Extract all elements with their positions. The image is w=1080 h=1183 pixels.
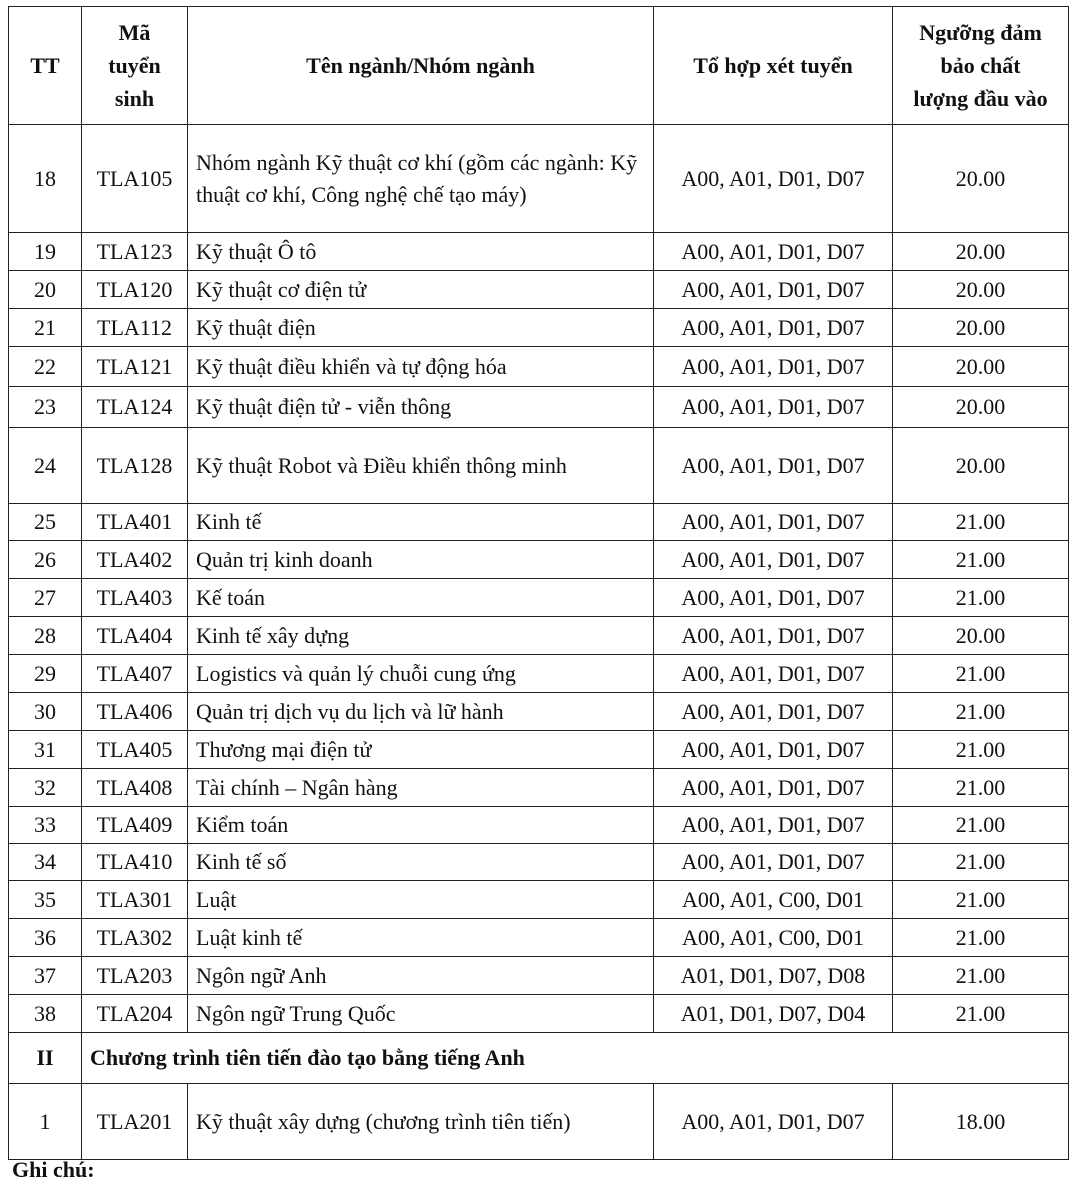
cell-name: Quản trị kinh doanh xyxy=(188,541,654,579)
cell-score: 20.00 xyxy=(893,428,1069,504)
cell-combo: A00, A01, D01, D07 xyxy=(654,844,893,881)
cell-name: Nhóm ngành Kỹ thuật cơ khí (gồm các ngành: Kỹ thuật cơ khí, Công nghệ chế tạo máy) xyxy=(188,125,654,233)
header-code-line: Mã xyxy=(118,20,151,45)
cell-score: 21.00 xyxy=(893,844,1069,881)
cell-score: 20.00 xyxy=(893,387,1069,428)
cell-score: 20.00 xyxy=(893,125,1069,233)
admission-threshold-table xyxy=(8,6,1069,1160)
cell-name: Kỹ thuật điện tử - viễn thông xyxy=(188,387,654,428)
cell-name: Thương mại điện tử xyxy=(188,731,654,769)
cell-name: Kiểm toán xyxy=(188,807,654,844)
cell-code: TLA408 xyxy=(82,769,188,807)
cell-code: TLA403 xyxy=(82,579,188,617)
cell-combo: A01, D01, D07, D04 xyxy=(654,995,893,1033)
header-score xyxy=(893,7,1069,125)
cell-score: 21.00 xyxy=(893,919,1069,957)
table-row xyxy=(9,617,1069,655)
cell-tt: 32 xyxy=(9,769,82,807)
cell-name: Ngôn ngữ Anh xyxy=(188,957,654,995)
cell-tt: 20 xyxy=(9,271,82,309)
cell-score: 20.00 xyxy=(893,309,1069,347)
cell-tt: 27 xyxy=(9,579,82,617)
header-combo: Tổ hợp xét tuyển xyxy=(654,7,893,125)
cell-score: 21.00 xyxy=(893,995,1069,1033)
table-row xyxy=(9,504,1069,541)
cell-tt: 18 xyxy=(9,125,82,233)
cell-combo: A00, A01, C00, D01 xyxy=(654,881,893,919)
table-row xyxy=(9,387,1069,428)
cell-tt: 24 xyxy=(9,428,82,504)
cell-code: TLA405 xyxy=(82,731,188,769)
cell-combo: A00, A01, D01, D07 xyxy=(654,807,893,844)
cell-score: 20.00 xyxy=(893,271,1069,309)
cell-name: Kinh tế xây dựng xyxy=(188,617,654,655)
cell-combo: A00, A01, D01, D07 xyxy=(654,617,893,655)
cell-combo: A00, A01, D01, D07 xyxy=(654,731,893,769)
cell-code: TLA301 xyxy=(82,881,188,919)
cell-tt: 21 xyxy=(9,309,82,347)
cell-combo: A00, A01, D01, D07 xyxy=(654,271,893,309)
header-code-line: tuyển xyxy=(108,53,161,78)
cell-tt: 23 xyxy=(9,387,82,428)
header-name: Tên ngành/Nhóm ngành xyxy=(188,7,654,125)
cell-code: TLA204 xyxy=(82,995,188,1033)
cell-code: TLA124 xyxy=(82,387,188,428)
cell-name: Kỹ thuật cơ điện tử xyxy=(188,271,654,309)
section-header-row xyxy=(9,1033,1069,1084)
cell-combo: A00, A01, D01, D07 xyxy=(654,693,893,731)
cell-score: 21.00 xyxy=(893,693,1069,731)
table-row xyxy=(9,233,1069,271)
section-title: Chương trình tiên tiến đào tạo bằng tiếng Anh xyxy=(82,1033,1069,1084)
cell-name: Logistics và quản lý chuỗi cung ứng xyxy=(188,655,654,693)
table-row xyxy=(9,309,1069,347)
header-score-line: Ngưỡng đảm xyxy=(919,20,1042,45)
cell-code: TLA128 xyxy=(82,428,188,504)
cell-score: 21.00 xyxy=(893,807,1069,844)
cell-combo: A00, A01, D01, D07 xyxy=(654,309,893,347)
cell-tt: 31 xyxy=(9,731,82,769)
cell-name: Kỹ thuật điện xyxy=(188,309,654,347)
cell-code: TLA404 xyxy=(82,617,188,655)
table-row xyxy=(9,807,1069,844)
cell-score: 18.00 xyxy=(893,1084,1069,1160)
cell-tt: 25 xyxy=(9,504,82,541)
cell-combo: A00, A01, D01, D07 xyxy=(654,541,893,579)
table-row xyxy=(9,769,1069,807)
cell-score: 21.00 xyxy=(893,731,1069,769)
table-row xyxy=(9,347,1069,387)
cell-score: 21.00 xyxy=(893,504,1069,541)
cell-score: 21.00 xyxy=(893,655,1069,693)
cell-combo: A00, A01, D01, D07 xyxy=(654,233,893,271)
table-row xyxy=(9,579,1069,617)
table-row xyxy=(9,428,1069,504)
cell-code: TLA409 xyxy=(82,807,188,844)
cell-tt: 22 xyxy=(9,347,82,387)
cell-score: 21.00 xyxy=(893,881,1069,919)
cell-tt: 26 xyxy=(9,541,82,579)
cell-code: TLA407 xyxy=(82,655,188,693)
cell-tt: 28 xyxy=(9,617,82,655)
cell-name: Kế toán xyxy=(188,579,654,617)
cell-code: TLA121 xyxy=(82,347,188,387)
cell-score: 20.00 xyxy=(893,233,1069,271)
table-row xyxy=(9,995,1069,1033)
cell-combo: A01, D01, D07, D08 xyxy=(654,957,893,995)
cell-code: TLA201 xyxy=(82,1084,188,1160)
cell-name: Tài chính – Ngân hàng xyxy=(188,769,654,807)
cell-combo: A00, A01, D01, D07 xyxy=(654,655,893,693)
cell-combo: A00, A01, D01, D07 xyxy=(654,347,893,387)
table-row xyxy=(9,844,1069,881)
cell-code: TLA402 xyxy=(82,541,188,579)
cell-name: Kinh tế số xyxy=(188,844,654,881)
cell-code: TLA410 xyxy=(82,844,188,881)
cell-code: TLA401 xyxy=(82,504,188,541)
header-score-line: bảo chất xyxy=(940,53,1021,78)
header-score-line: lượng đầu vào xyxy=(913,86,1048,111)
cell-code: TLA123 xyxy=(82,233,188,271)
table-row xyxy=(9,957,1069,995)
cell-code: TLA203 xyxy=(82,957,188,995)
table-row xyxy=(9,271,1069,309)
cell-combo: A00, A01, C00, D01 xyxy=(654,919,893,957)
cell-tt: 36 xyxy=(9,919,82,957)
table-row xyxy=(9,1084,1069,1160)
cell-combo: A00, A01, D01, D07 xyxy=(654,387,893,428)
cell-combo: A00, A01, D01, D07 xyxy=(654,1084,893,1160)
table-row xyxy=(9,541,1069,579)
cell-combo: A00, A01, D01, D07 xyxy=(654,125,893,233)
section-number: II xyxy=(9,1033,82,1084)
table-row xyxy=(9,881,1069,919)
cell-name: Kỹ thuật xây dựng (chương trình tiên tiến) xyxy=(188,1084,654,1160)
cell-combo: A00, A01, D01, D07 xyxy=(654,504,893,541)
cell-name: Kỹ thuật Ô tô xyxy=(188,233,654,271)
header-code-line: sinh xyxy=(114,86,155,111)
cell-combo: A00, A01, D01, D07 xyxy=(654,428,893,504)
table-row xyxy=(9,125,1069,233)
cell-code: TLA406 xyxy=(82,693,188,731)
cell-name: Luật xyxy=(188,881,654,919)
cell-tt: 37 xyxy=(9,957,82,995)
cell-code: TLA120 xyxy=(82,271,188,309)
cell-name: Kỹ thuật điều khiển và tự động hóa xyxy=(188,347,654,387)
footnote-label: Ghi chú: xyxy=(12,1157,95,1182)
table-row xyxy=(9,919,1069,957)
cell-tt: 29 xyxy=(9,655,82,693)
cell-tt: 33 xyxy=(9,807,82,844)
cell-tt: 30 xyxy=(9,693,82,731)
cell-score: 21.00 xyxy=(893,769,1069,807)
cell-code: TLA112 xyxy=(82,309,188,347)
cell-score: 20.00 xyxy=(893,617,1069,655)
cell-tt: 34 xyxy=(9,844,82,881)
cell-code: TLA105 xyxy=(82,125,188,233)
cell-name: Quản trị dịch vụ du lịch và lữ hành xyxy=(188,693,654,731)
table-header-row xyxy=(9,7,1069,125)
cell-name: Luật kinh tế xyxy=(188,919,654,957)
cell-code: TLA302 xyxy=(82,919,188,957)
cell-name: Kinh tế xyxy=(188,504,654,541)
cell-combo: A00, A01, D01, D07 xyxy=(654,579,893,617)
header-tt: TT xyxy=(9,7,82,125)
table-row xyxy=(9,731,1069,769)
cell-score: 21.00 xyxy=(893,957,1069,995)
header-code xyxy=(82,7,188,125)
table-row xyxy=(9,655,1069,693)
cell-score: 21.00 xyxy=(893,541,1069,579)
cell-name: Kỹ thuật Robot và Điều khiển thông minh xyxy=(188,428,654,504)
cell-tt: 38 xyxy=(9,995,82,1033)
cell-tt: 35 xyxy=(9,881,82,919)
cell-combo: A00, A01, D01, D07 xyxy=(654,769,893,807)
table-row xyxy=(9,693,1069,731)
cell-tt: 19 xyxy=(9,233,82,271)
cell-name: Ngôn ngữ Trung Quốc xyxy=(188,995,654,1033)
cell-score: 21.00 xyxy=(893,579,1069,617)
cell-tt: 1 xyxy=(9,1084,82,1160)
cell-score: 20.00 xyxy=(893,347,1069,387)
